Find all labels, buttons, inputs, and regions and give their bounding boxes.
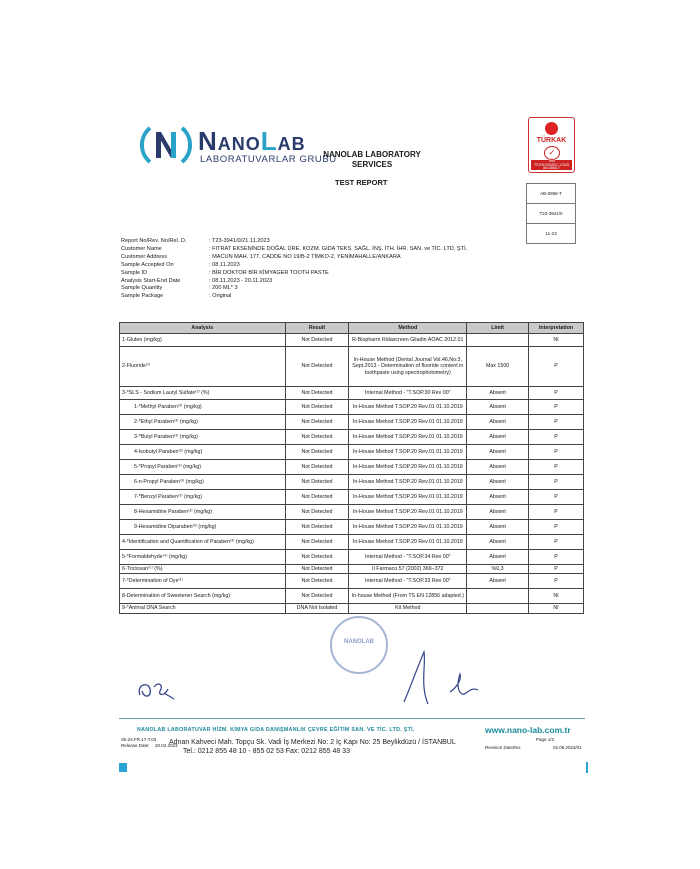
cell-method: In-House Method T.SOP.20 Rev.01 01.10.2019 (349, 400, 467, 415)
cell-limit: Absent (467, 387, 529, 400)
cell-method: In-House Method T.SOP.20 Rev.01 01.10.2019 (349, 460, 467, 475)
report-info (121, 238, 467, 301)
cell-method: In-House Method T.SOP.20 Rev.01 01.10.2019 (349, 490, 467, 505)
cell-analysis: 6-Triclosan⁽⁵⁾ (%) (120, 565, 286, 574)
cell-result: Not Detected (285, 535, 349, 550)
footer-accent-left (119, 763, 127, 772)
footer-accent-right (586, 762, 588, 773)
nanolab-logo (140, 120, 340, 170)
table-row (120, 520, 584, 535)
cell-interp: P (529, 347, 584, 387)
cell-limit: Absent (467, 550, 529, 565)
cell-method: In-House Method T.SOP.20 Rev.01 01.10.2019 (349, 505, 467, 520)
code-report: T23-3941/0 (527, 204, 575, 224)
info-label: Sample Package (121, 293, 164, 300)
logo-subtitle: LABORATUVARLAR GRUBU (200, 154, 337, 165)
table-row (120, 460, 584, 475)
cell-limit: Absent (467, 430, 529, 445)
cell-limit: %0,3 (467, 565, 529, 574)
info-row (121, 254, 467, 262)
info-row (121, 246, 467, 254)
cell-analysis: 5-*Propyl Paraben⁽³⁾ (mg/kg) (120, 460, 286, 475)
footer-divider (119, 718, 585, 719)
cell-analysis: 9-*Animal DNA Search (120, 604, 286, 614)
cell-analysis: 7-*Determination of Dye⁽¹⁾ (120, 574, 286, 589)
info-label: Customer Address (121, 253, 168, 260)
info-row (121, 285, 467, 293)
cell-result: Not Detected (285, 430, 349, 445)
cell-interp: P (529, 445, 584, 460)
cell-method: In-House Method T.SOP.20 Rev.01 01.10.2019 (349, 430, 467, 445)
info-value: : 08.11.2023 (209, 261, 240, 268)
col-header-limit: Limit (467, 323, 529, 334)
info-label: Sample ID (121, 269, 148, 276)
cell-method: Internal Method - "T.SOP.30 Rev 00" (349, 387, 467, 400)
cell-method: Internal Method - "T.SOP.34 Rev 00" (349, 550, 467, 565)
cell-analysis: 4-Isobutyl Paraben⁽³⁾ (mg/kg) (120, 445, 286, 460)
cell-method: Internal Method - "T.SOP.33 Rev 00" (349, 574, 467, 589)
cell-analysis: 5-*Formaldehyde⁽⁴⁾ (mg/kg) (120, 550, 286, 565)
cell-limit: Absent (467, 475, 529, 490)
info-label: Sample Quantity (121, 285, 163, 292)
cell-analysis: 3-*Butyl Paraben⁽³⁾ (mg/kg) (120, 430, 286, 445)
cell-interp: P (529, 565, 584, 574)
cell-result: Not Detected (285, 490, 349, 505)
cell-analysis: 2-Fluoride⁽¹⁾ (120, 347, 286, 387)
table-row (120, 347, 584, 387)
lab-stamp: NANOLAB (330, 616, 388, 674)
cell-limit: Absent (467, 520, 529, 535)
cell-interp: P (529, 505, 584, 520)
cell-interp: P (529, 520, 584, 535)
cell-analysis: 3-*SLS - Sodium Lauryl Sulfate⁽²⁾ (%) (120, 387, 286, 400)
check-icon: ✓ (544, 146, 560, 160)
cell-interp: P (529, 387, 584, 400)
col-header-method: Method (349, 323, 467, 334)
info-value: : MACUN MAH. 177. CADDE NO 19/B-2 TİMKO-2, YENİMAHALLE/ANKARA (209, 253, 401, 260)
table-row (120, 490, 584, 505)
cell-result: Not Detected (285, 334, 349, 347)
cell-interp: NI (529, 604, 584, 614)
turkey-flag-icon (545, 122, 558, 135)
info-label: Analysis Start-End Date (121, 277, 181, 284)
cell-interp: P (529, 550, 584, 565)
cell-result: Not Detected (285, 589, 349, 604)
cell-result: Not Detected (285, 574, 349, 589)
cell-limit: Absent (467, 535, 529, 550)
cell-interp: P (529, 415, 584, 430)
table-row (120, 574, 584, 589)
cell-method: R-Biopharm Ridascreen Gliadin AOAC 2012.01 (349, 334, 467, 347)
table-row (120, 415, 584, 430)
info-row (121, 262, 467, 270)
cell-analysis: 8-Determination of Sweetener Search (mg/kg) (120, 589, 286, 604)
table-row (120, 505, 584, 520)
info-value: : FITRAT EKSENİNDE DOĞAL ÜRE. KOZM. GIDA TEKS. SAĞL. İNŞ. İTH. İHR. SAN. ve TİC. LTD. ŞTİ. (209, 245, 468, 252)
cell-analysis: 2-*Ethyl Paraben⁽³⁾ (mg/kg) (120, 415, 286, 430)
signature-right (444, 670, 480, 700)
cell-method: In-House Method T.SOP.20 Rev.01 01.10.2019 (349, 445, 467, 460)
info-label: Customer Name (121, 245, 162, 252)
cell-result: Not Detected (285, 475, 349, 490)
info-value: : Original (209, 293, 232, 300)
footer-website: www.nano-lab.com.tr (485, 725, 571, 735)
info-value: : 200 ML* 3 (209, 285, 238, 292)
cell-analysis: 1-Gluten (mg/kg) (120, 334, 286, 347)
cell-method: In-House Method T.SOP.20 Rev.01 01.10.2019 (349, 520, 467, 535)
col-header-analysis: Analysis (120, 323, 286, 334)
cell-method: In-House Method T.SOP.20 Rev.01 01.10.2019 (349, 535, 467, 550)
cell-interp: P (529, 490, 584, 505)
cell-method: Kit Method (349, 604, 467, 614)
info-label: Sample Accepted On (121, 261, 174, 268)
footer-company-name: NANOLAB LABORATUVAR HİZM. KİMYA GIDA DANIŞMANLIK ÇEVRE EĞİTİM SAN. VE TİC. LTD. ŞTİ. (137, 727, 415, 733)
turkak-accreditation-badge: TÜRKAK ✓ Test TS EN ISO/IEC 17025 AB-0866-T (528, 117, 575, 173)
cell-result: Not Detected (285, 387, 349, 400)
cell-limit: Absent (467, 490, 529, 505)
cell-analysis: 4-*Identification and Quantification of Paraben⁽³⁾ (mg/kg) (120, 535, 286, 550)
lab-title: NANOLAB LABORATORY SERVICES (323, 150, 421, 169)
info-value: : BİR DOKTOR BİR KİMYAGER TOOTH PASTE (209, 269, 329, 276)
table-row (120, 565, 584, 574)
cell-method: In-house Method (From TS EN 12856 adapted.) (349, 589, 467, 604)
code-accreditation: AB-0866-T (527, 184, 575, 204)
cell-analysis: 8-Hexamidine Paraben⁽³⁾ (mg/kg) (120, 505, 286, 520)
table-row (120, 430, 584, 445)
info-value: : 08.11.2023 - 20.11.2023 (209, 277, 273, 284)
cell-interp: NI (529, 589, 584, 604)
cell-limit: Absent (467, 400, 529, 415)
cell-limit (467, 589, 529, 604)
cell-result: Not Detected (285, 460, 349, 475)
cell-interp: P (529, 574, 584, 589)
footer-address: Adnan Kahveci Mah. Topçu Sk. Vadi İş Merkezi No: 2 İç Kapı No: 25 Beylikdüzü / İSTANBUL Tel.: 0212 855 48 10 - 855 02 53 Fax: 0212 855 48 33 (169, 739, 456, 755)
cell-limit: Absent (467, 415, 529, 430)
cell-limit: Absent (467, 505, 529, 520)
cell-result: Not Detected (285, 550, 349, 565)
info-row (121, 238, 467, 246)
cell-method: Il Farmaco 57 (2002) 369–372 (349, 565, 467, 574)
report-title: TEST REPORT (335, 178, 388, 187)
table-row (120, 475, 584, 490)
cell-result: Not Detected (285, 347, 349, 387)
cell-interp: P (529, 430, 584, 445)
table-row (120, 445, 584, 460)
cell-result: Not Detected (285, 565, 349, 574)
table-row (120, 589, 584, 604)
code-date: 11-23 (545, 231, 557, 236)
cell-limit (467, 334, 529, 347)
table-row (120, 550, 584, 565)
col-header-interpretation: Interpretation (529, 323, 584, 334)
cell-interp: NI (529, 334, 584, 347)
cell-limit: Max 1500 (467, 347, 529, 387)
col-header-result: Result (285, 323, 349, 334)
cell-limit: Absent (467, 460, 529, 475)
table-row (120, 400, 584, 415)
cell-result: DNA Not Isolated (285, 604, 349, 614)
footer-form-info: Sk-24.FR.17-T.03 Release Date: 20.04.2023 (121, 737, 178, 748)
cell-result: Not Detected (285, 415, 349, 430)
cell-analysis: 6-n-Propyl Paraben⁽³⁾ (mg/kg) (120, 475, 286, 490)
cell-limit: Absent (467, 574, 529, 589)
cell-limit (467, 604, 529, 614)
cell-limit: Absent (467, 445, 529, 460)
results-table (119, 322, 584, 614)
info-label: Report No/Rev. No/Rel. D. (121, 238, 187, 244)
cell-analysis: 9-Hexamidine Diparaben⁽³⁾ (mg/kg) (120, 520, 286, 535)
cell-method: In-House Method T.SOP.20 Rev.01 01.10.2019 (349, 415, 467, 430)
cell-analysis: 1-*Methyl Paraben⁽³⁾ (mg/kg) (120, 400, 286, 415)
info-row (121, 270, 467, 278)
cell-result: Not Detected (285, 505, 349, 520)
cell-interp: P (529, 460, 584, 475)
table-row (120, 387, 584, 400)
table-row (120, 604, 584, 614)
info-value: : T23-3941/0/21.11.2023 (209, 238, 270, 244)
cell-method: In-House Method T.SOP.20 Rev.01 01.10.2019 (349, 475, 467, 490)
signature-left (134, 677, 178, 703)
table-row (120, 535, 584, 550)
accreditation-codes (526, 183, 576, 244)
signature-center (400, 648, 436, 706)
nanolab-logo-icon (140, 120, 192, 170)
table-row (120, 334, 584, 347)
cell-analysis: 7-*Benzyl Paraben⁽³⁾ (mg/kg) (120, 490, 286, 505)
page-number: Page 1/2 (536, 737, 555, 742)
cell-method: In-House Method (Dental Journal Vol.46,No:3, Sept.2013 - Determination of fluoride content in toothpaste using spectrophotometry) (349, 347, 467, 387)
cell-interp: P (529, 535, 584, 550)
table-header-row (120, 323, 584, 334)
logo-wordmark: NANOLAB (198, 126, 306, 156)
cell-result: Not Detected (285, 520, 349, 535)
cell-interp: P (529, 475, 584, 490)
footer-revision-info: Revision Date/No: 02.06.2023/01 (485, 745, 582, 750)
info-row (121, 293, 467, 301)
info-row (121, 278, 467, 286)
cell-interp: P (529, 400, 584, 415)
cell-result: Not Detected (285, 445, 349, 460)
cell-result: Not Detected (285, 400, 349, 415)
